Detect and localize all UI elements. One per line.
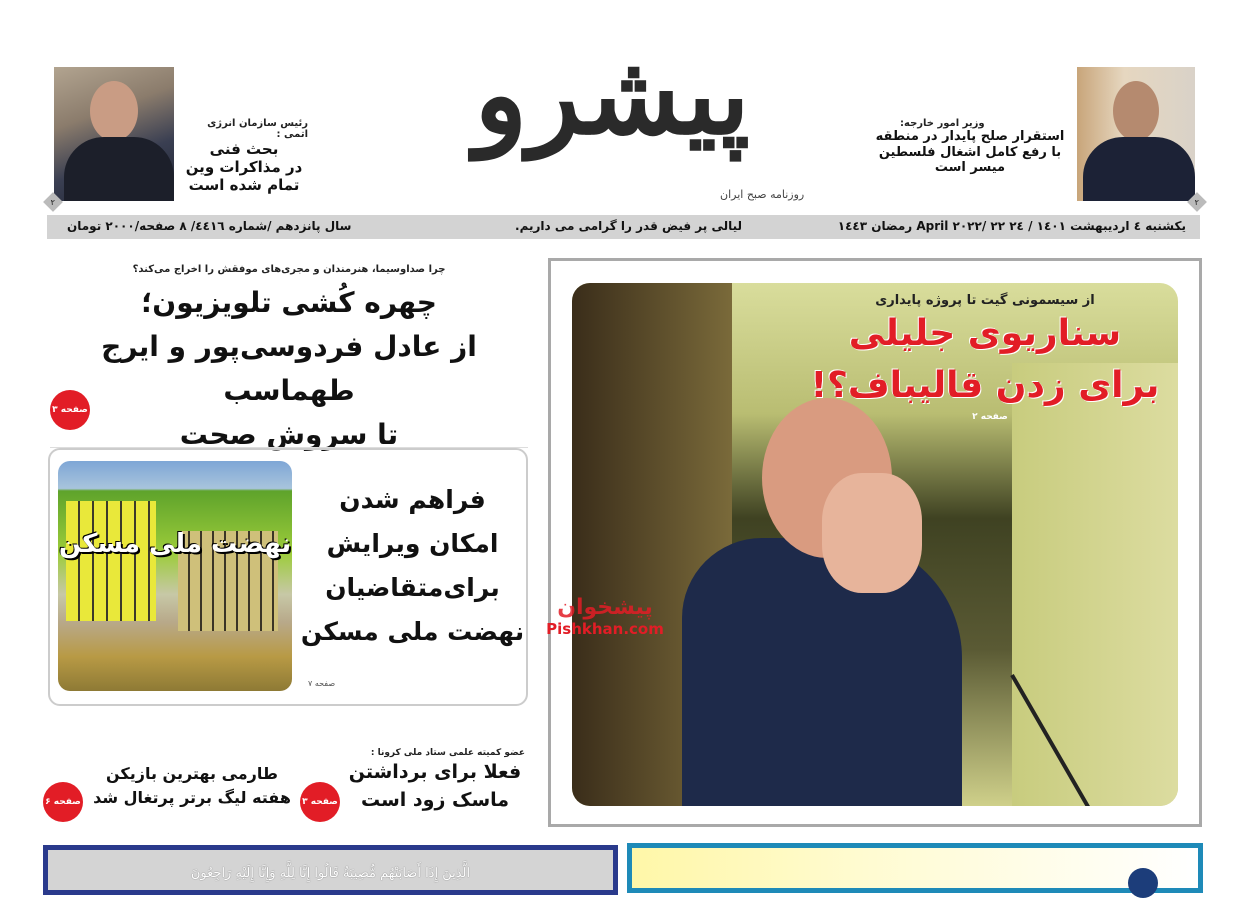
page-ref[interactable]: صفحه ۲ <box>972 412 1008 422</box>
housing-image-caption: نهضت ملی مسکن <box>58 529 292 559</box>
right-teaser[interactable] <box>870 118 1070 176</box>
left-teaser[interactable] <box>180 118 308 194</box>
page-marker-left[interactable]: ۲ <box>43 192 63 212</box>
story-headline-line: تا سروش صحت <box>179 418 399 451</box>
pishkhan-watermark: پیشخوان Pishkhan.com <box>546 595 664 638</box>
page-ref[interactable]: صفحه ۷ <box>308 679 336 688</box>
story-kicker: چرا صداوسیما، هنرمندان و مجری‌های موفقش را اخراج می‌کند؟ <box>132 264 446 275</box>
newspaper-logo: پیشرو <box>474 30 750 159</box>
story-headline-line: سناریوی جلیلی <box>848 313 1122 354</box>
story-kicker: عضو کمیته علمی ستاد ملی کرونا : <box>370 748 525 758</box>
teaser-headline-line: بحث فنی <box>209 140 279 158</box>
story-headline-line: برای زدن قالیباف؟! <box>810 365 1160 406</box>
sport-story[interactable] <box>92 762 292 810</box>
portrait-photo-right <box>1077 67 1195 201</box>
teaser-headline-line: با رفع کامل اشغال فلسطین <box>878 144 1062 160</box>
story-headline-line: طارمی بهترین بازیکن <box>106 764 278 783</box>
teaser-headline-line: میسر است <box>934 160 1006 176</box>
tv-story[interactable] <box>50 264 528 457</box>
story-headline-line: از عادل فردوسی‌پور و ایرج طهماسب <box>101 330 477 407</box>
tagline: روزنامه صبح ایران <box>720 188 805 201</box>
advertisement-box[interactable] <box>627 843 1203 893</box>
issue-info: سال پانزدهم /شماره ٤٤١٦/ ٨ صفحه/۲۰۰۰ تومان <box>67 219 352 233</box>
page-marker-right[interactable]: ۲ <box>1187 192 1207 212</box>
page-badge[interactable]: صفحه ۶ <box>43 782 83 822</box>
issue-date: یکشنبه ٤ اردیبهشت ۱٤۰۱ / ٢٤ April ۲۰۲۲/ ۲۲ رمضان ١٤٤٣ <box>837 219 1186 233</box>
globe-icon <box>1128 868 1158 898</box>
story-headline-line: ماسک زود است <box>360 789 510 811</box>
main-story-headline <box>800 293 1170 422</box>
story-headline-line: هفته لیگ برتر پرتغال شد <box>93 788 291 807</box>
page-badge[interactable]: صفحه ۳ <box>50 390 90 430</box>
teaser-kicker: رئیس سازمان انرژی اتمی : <box>207 118 308 140</box>
teaser-kicker: وزیر امور خارجه: <box>900 118 985 129</box>
story-headline-line: برای‌متقاضیان <box>325 573 500 602</box>
verse-text: الَّذِينَ إِذَا أَصَابَتْهُم مُّصِيبَةٌ قَالُوا إِنَّا لِلَّهِ وَإِنَّا إِلَيْهِ رَاجِعُونَ <box>190 866 471 881</box>
teaser-headline-line: تمام شده است <box>188 176 300 194</box>
story-headline-line: نهضت ملی مسکن <box>300 617 525 646</box>
mask-story[interactable] <box>345 748 525 814</box>
verse-box <box>43 845 618 895</box>
housing-image <box>58 461 292 691</box>
slogan: لیالی پر فیض قدر را گرامی می داریم. <box>515 219 742 233</box>
portrait-photo-left <box>54 67 174 201</box>
teaser-headline-line: استقرار صلح پایدار در منطقه <box>875 129 1065 144</box>
info-bar <box>47 215 1200 239</box>
story-headline-line: امکان ویرایش <box>326 529 499 558</box>
housing-headline <box>300 478 525 654</box>
story-headline-line: فعلا برای برداشتن <box>348 761 522 783</box>
teaser-headline-line: در مذاکرات وین <box>185 158 303 176</box>
page-badge[interactable]: صفحه ۳ <box>300 782 340 822</box>
story-kicker: از سیسمونی گیت تا پروژه پایداری <box>875 293 1095 308</box>
story-headline-line: چهره کُشی تلویزیون؛ <box>141 286 437 319</box>
story-headline-line: فراهم شدن <box>339 485 486 514</box>
